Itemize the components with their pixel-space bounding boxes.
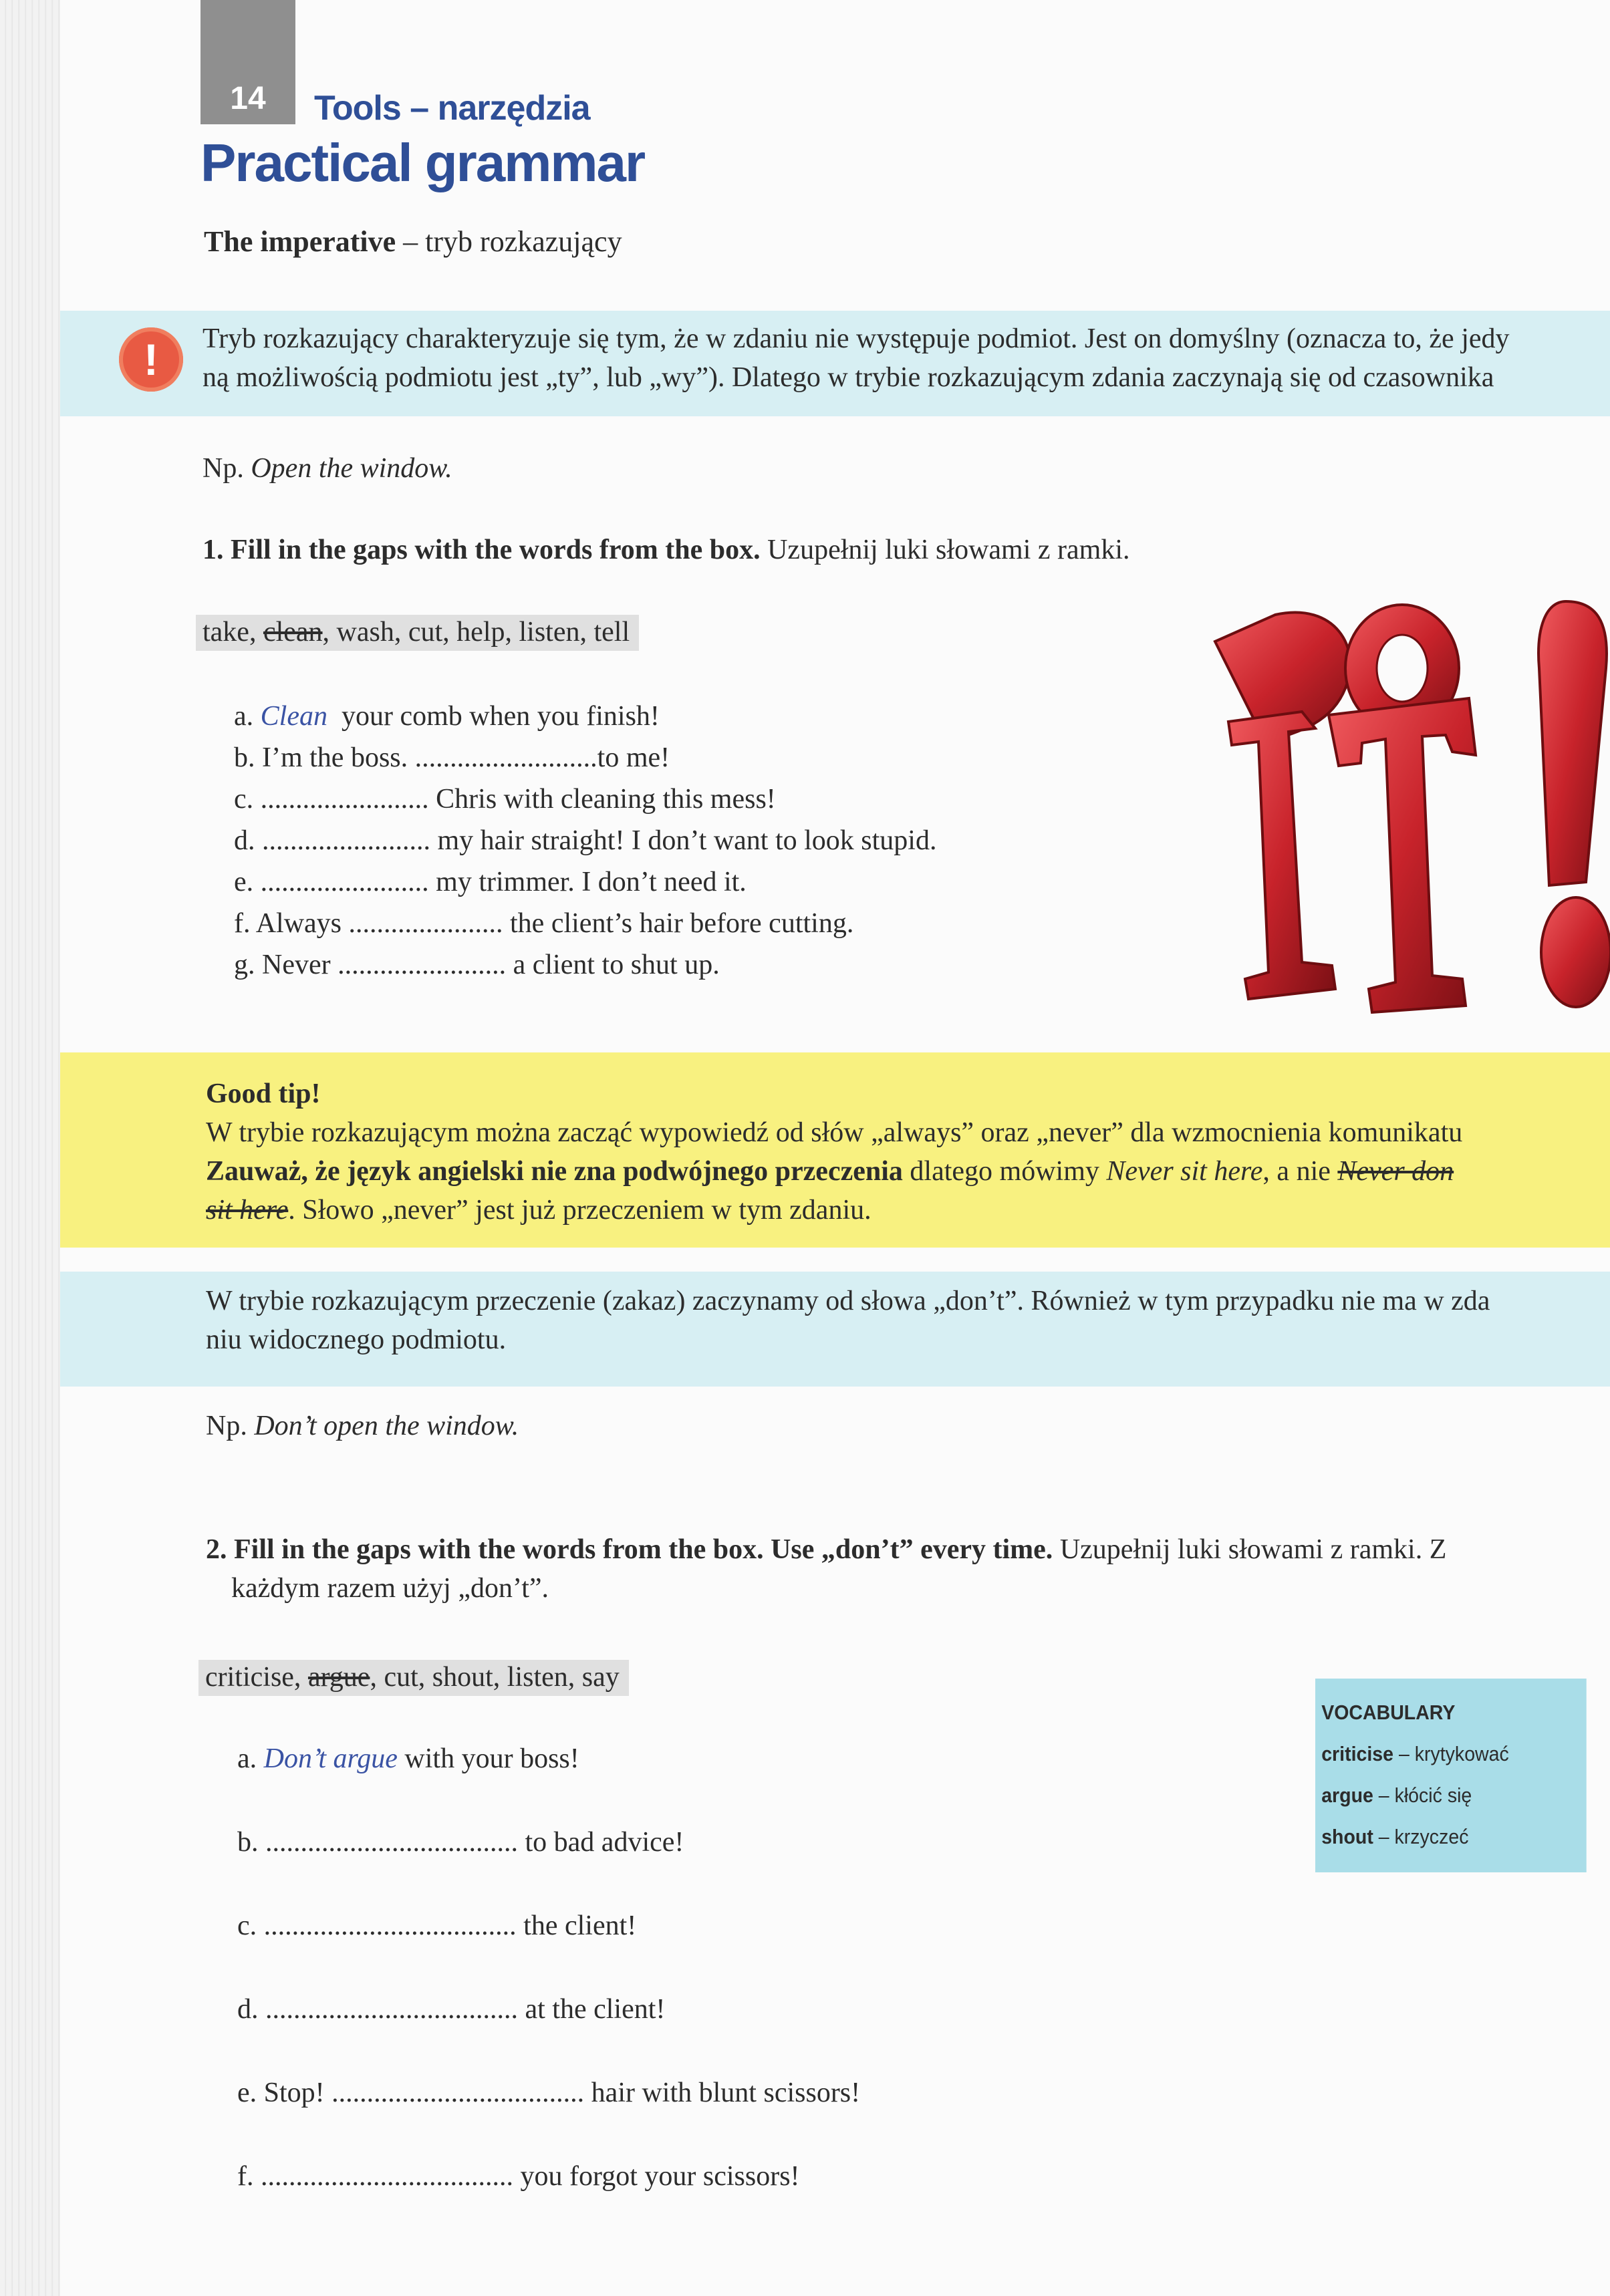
exercise-1-instruction <box>203 531 1129 569</box>
exclamation-dot-shape <box>1541 897 1610 1007</box>
exclamation-mark-shape <box>1538 601 1607 885</box>
exercise-2-word-box <box>198 1660 629 1696</box>
item-text: .. a client to shut up. <box>492 950 720 980</box>
exercise-1-item-b <box>234 742 670 774</box>
example-2 <box>206 1407 519 1445</box>
word-box-1-words-rest: , wash, cut, help, listen, tell <box>322 617 630 648</box>
info-rule-line-2: ną możliwością podmiotu jest „ty”, lub „wy”). Dlatego w trybie rozkazującym zdania zaczynają się od czasownika <box>203 362 1494 393</box>
exercise-2-item-d <box>237 1993 665 2025</box>
good-tip-line-3 <box>206 1191 1462 1230</box>
vocabulary-definition: – krytykować <box>1393 1742 1509 1765</box>
good-tip-line-1: W trybie rozkazującym można zacząć wypowiedź od słów „always” oraz „never” dla wzmocnienia komunikatu <box>206 1117 1463 1148</box>
vocabulary-definition: – krzyczeć <box>1373 1825 1469 1848</box>
item-text: you forgot your scissors! <box>520 2161 800 2192</box>
item-label: e. <box>237 2077 257 2108</box>
item-label: f. <box>234 908 251 939</box>
item-text: .. my hair straight! I don’t want to look stupid. <box>416 825 937 856</box>
exercise-2-number: 2. <box>206 1534 227 1565</box>
item-text: .. my trimmer. I don’t need it. <box>414 867 747 897</box>
good-tip-struck-example-end: sit here <box>206 1195 289 1226</box>
answer-gap[interactable]: ...................... <box>338 950 493 980</box>
exercise-1-item-c <box>234 783 776 815</box>
exercise-2-line-2: każdym razem użyj „don’t”. <box>231 1573 549 1604</box>
example-1-text: Open the window. <box>251 453 452 484</box>
item-label: b. <box>234 742 255 773</box>
info-negation-text <box>206 1282 1490 1359</box>
info-rule-text <box>203 319 1510 397</box>
vocabulary-entry <box>1321 1775 1587 1816</box>
item-text: hair with blunt scissors! <box>591 2077 861 2108</box>
word-box-1-words: take, <box>203 617 263 648</box>
exercise-1-instruction-pl: Uzupełnij luki słowami z ramki. <box>760 535 1130 565</box>
item-text: your comb when you finish! <box>341 701 660 732</box>
good-tip-text <box>206 1074 1462 1230</box>
item-label: d. <box>234 825 255 856</box>
example-2-text: Don’t open the window. <box>254 1411 519 1441</box>
item-label: f. <box>237 2161 254 2192</box>
exercise-1-item-f <box>234 907 853 940</box>
section-heading-bold: The imperative <box>204 225 396 258</box>
item-text: Chris with cleaning this mess! <box>436 784 776 815</box>
exercise-2-item-e <box>237 2077 860 2109</box>
good-tip-bold: Zauważ, że język angielski nie zna podwójnego przeczenia <box>206 1156 903 1187</box>
item-label: b. <box>237 1827 259 1858</box>
exercise-1-number: 1. <box>203 535 224 565</box>
word-box-1-struck-word: clean <box>263 617 323 648</box>
info-rule-line-1: Tryb rozkazujący charakteryzuje się tym, że w zdaniu nie występuje podmiot. Jest on domyślny (oznacza to, że jedy <box>203 323 1510 354</box>
vocabulary-term: criticise <box>1321 1742 1394 1765</box>
answer-gap[interactable]: ........................ <box>260 784 429 815</box>
vocabulary-definition: – kłócić się <box>1373 1783 1472 1807</box>
item-prefix: Never <box>262 950 338 980</box>
example-2-prefix: Np. <box>206 1411 255 1441</box>
exercise-2-item-c <box>237 1910 636 1942</box>
handwritten-answer: Clean <box>260 701 327 732</box>
answer-gap[interactable]: .................................... <box>265 1994 518 2025</box>
good-tip-tail: , a nie <box>1262 1156 1338 1187</box>
item-text: at the client! <box>525 1994 666 2025</box>
exercise-2-item-b <box>237 1826 684 1858</box>
info-negation-line-2: niu widocznego podmiotu. <box>206 1324 507 1355</box>
exercise-1-instruction-bold: Fill in the gaps with the words from the box. <box>231 535 761 565</box>
exercise-2-instruction-pl: Uzupełnij luki słowami z ramki. Z <box>1053 1534 1447 1565</box>
letter-t-shape <box>1329 698 1476 1012</box>
handwritten-answer: Don’t argue <box>263 1743 398 1774</box>
answer-gap[interactable]: ...................... <box>262 825 416 856</box>
good-tip-line-3-rest: . Słowo „never” jest już przeczeniem w tym zdaniu. <box>288 1195 871 1226</box>
vocabulary-term: argue <box>1321 1783 1373 1807</box>
word-box-2-words: criticise, <box>205 1662 308 1693</box>
good-tip-struck-example: Never don <box>1337 1156 1454 1187</box>
answer-gap[interactable]: ..................... <box>348 908 497 939</box>
good-tip-title: Good tip! <box>206 1079 321 1109</box>
answer-gap[interactable]: .................................... <box>261 2161 513 2192</box>
section-heading <box>204 225 622 259</box>
section-heading-rest: – tryb rozkazujący <box>396 225 622 258</box>
item-label: d. <box>237 1994 259 2025</box>
item-label: g. <box>234 950 255 980</box>
exercise-2-instruction <box>206 1530 1446 1608</box>
exercise-1-item-e <box>234 866 747 898</box>
item-prefix: Always <box>255 908 349 939</box>
letter-i-shape <box>1228 712 1335 999</box>
exercise-2-line-1 <box>206 1530 1446 1569</box>
vocabulary-term: shout <box>1321 1825 1373 1848</box>
example-1 <box>203 449 452 488</box>
exercise-2-item-f <box>237 2160 800 2192</box>
good-tip-example: Never sit here <box>1106 1156 1263 1187</box>
unit-title: Tools – narzędzia <box>314 89 590 128</box>
item-text: with your boss! <box>404 1743 579 1774</box>
answer-gap[interactable]: .................................... <box>263 1910 517 1941</box>
item-text: to bad advice! <box>525 1827 684 1858</box>
do-it-logo-illustration <box>1202 588 1610 1016</box>
exercise-1-word-box <box>196 615 639 651</box>
word-box-2-words-rest: , cut, shout, listen, say <box>370 1662 620 1693</box>
good-tip-line-2 <box>206 1152 1462 1191</box>
warning-icon: ! <box>119 327 183 392</box>
exercise-1-item-g <box>234 949 720 981</box>
item-text: the client! <box>523 1910 637 1941</box>
answer-gap[interactable]: ........................ <box>414 742 583 773</box>
word-box-2-struck-word: argue <box>307 1662 370 1693</box>
answer-gap[interactable]: ...................... <box>260 867 415 897</box>
info-negation-line-1: W trybie rozkazującym przeczenie (zakaz) zaczynamy od słowa „don’t”. Również w tym przypadku nie ma w zda <box>206 1286 1490 1316</box>
item-text: ..to me! <box>583 742 670 773</box>
example-1-prefix: Np. <box>203 453 251 484</box>
item-label: a. <box>237 1743 257 1774</box>
vocabulary-entry <box>1321 1816 1587 1858</box>
exercise-1-item-d <box>234 825 936 857</box>
vocabulary-heading: VOCABULARY <box>1321 1701 1456 1724</box>
answer-gap[interactable]: .................................... <box>265 1827 518 1858</box>
item-text: . the client’s hair before cutting. <box>496 908 854 939</box>
page-title: Practical grammar <box>200 133 645 192</box>
vocabulary-box <box>1315 1679 1587 1872</box>
exercise-1-item-a <box>234 700 660 732</box>
exercise-2-item-a <box>237 1743 579 1775</box>
good-tip-rest: dlatego mówimy <box>902 1156 1107 1187</box>
item-prefix: Stop! <box>263 2077 332 2108</box>
vocabulary-entry <box>1321 1733 1587 1775</box>
unit-number: 14 <box>230 81 266 116</box>
item-label: c. <box>234 784 254 815</box>
item-prefix: I’m the boss. <box>262 742 415 773</box>
item-label: a. <box>234 701 254 732</box>
item-label: e. <box>234 867 254 897</box>
answer-gap[interactable]: .................................... <box>331 2077 585 2108</box>
item-label: c. <box>237 1910 257 1941</box>
page-edge <box>0 0 60 2296</box>
exercise-2-instruction-bold: Fill in the gaps with the words from the box. Use „don’t” every time. <box>234 1534 1053 1565</box>
